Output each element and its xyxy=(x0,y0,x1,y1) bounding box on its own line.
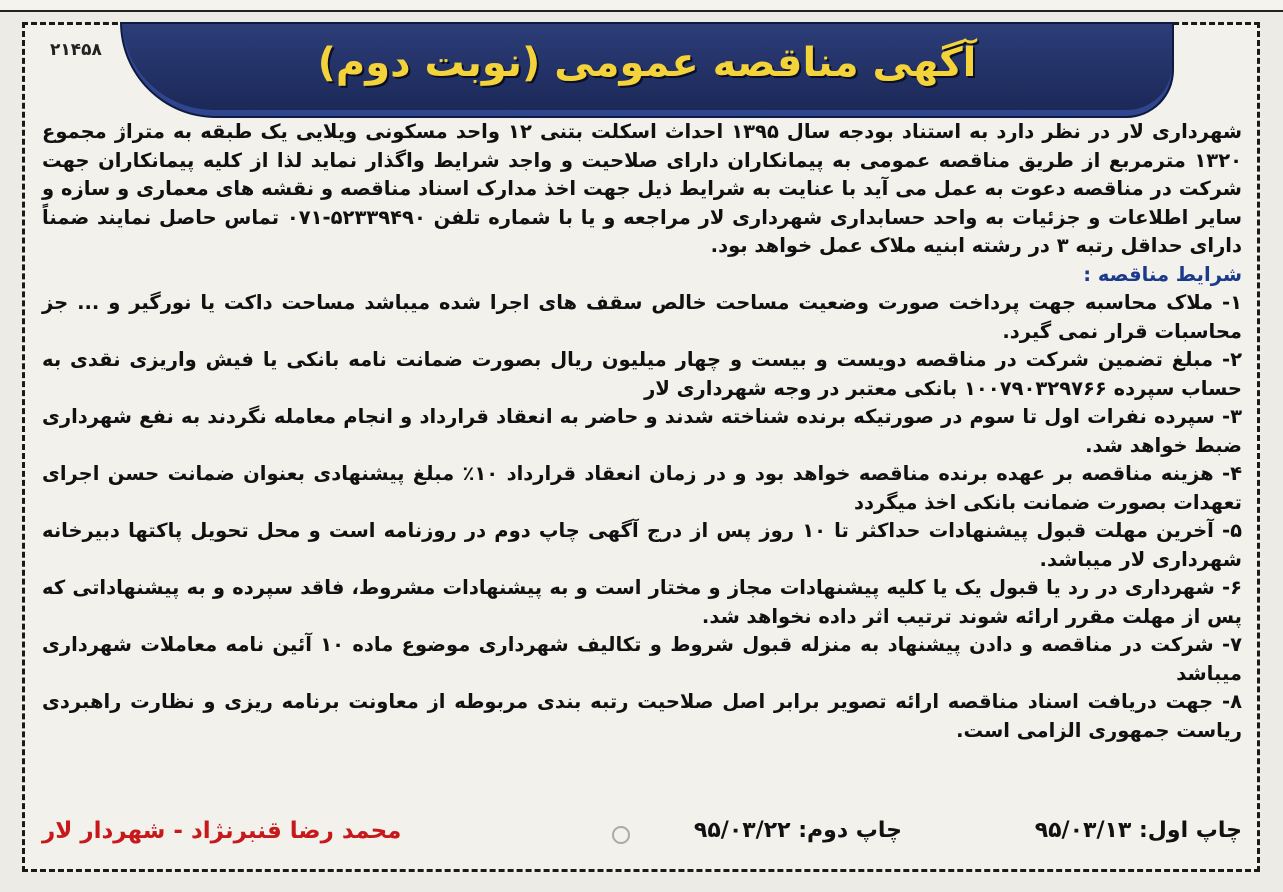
ad-footer xyxy=(42,816,1242,856)
signature: محمد رضا قنبرنژاد - شهردار لار xyxy=(42,818,402,844)
condition-item: ۷- شرکت در مناقصه و دادن پیشنهاد به منزله قبول شروط و تکالیف شهرداری موضوع ماده ۱۰ آئین نامه معاملات شهرداری میباشد xyxy=(42,633,1242,685)
first-print-date: چاپ اول: ۹۵/۰۳/۱۳ xyxy=(1034,818,1242,843)
condition-item: ۲- مبلغ تضمین شرکت در مناقصه دویست و بیست و چهار میلیون ریال بصورت ضمانت نامه بانکی یا فیش واریزی نقدی به حساب سپرده ۱۰۰۷۹۰۳۲۹۷۶۶ بانکی معتبر در وجه شهرداری لار xyxy=(42,348,1242,400)
condition-item: ۳- سپرده نفرات اول تا سوم در صورتیکه برنده شناخته شدند و حاضر به انعقاد قرارداد و انجام معامله نگردند به نفع شهرداری ضبط خواهد شد. xyxy=(42,405,1242,457)
stamp-mark-icon xyxy=(612,826,630,844)
condition-item: ۴- هزینه مناقصه بر عهده برنده مناقصه خواهد بود و در زمان انعقاد قرارداد ۱۰٪ مبلغ پیشنهادی بعنوان ضمانت حسن اجرای تعهدات بصورت ضمانت بانکی اخذ میگردد xyxy=(42,462,1242,514)
condition-item: ۵- آخرین مهلت قبول پیشنهادات حداکثر تا ۱۰ روز پس از درج آگهی چاپ دوم در روزنامه است و محل تحویل پاکتها دبیرخانه شهرداری لار میباشد. xyxy=(42,519,1243,571)
conditions-heading: شرایط مناقصه : xyxy=(1083,262,1242,286)
ad-title: آگهی مناقصه عمومی (نوبت دوم) xyxy=(317,40,977,86)
second-print-date: چاپ دوم: ۹۵/۰۳/۲۲ xyxy=(693,818,902,843)
condition-item: ۶- شهرداری در رد یا قبول یک یا کلیه پیشنهادات مجاز و مختار است و به پیشنهادات مشروط، فاقد سپرده و به پیشنهاداتی که پس از مهلت مقرر ارائه شوند ترتیب اثر داده نخواهد شد. xyxy=(42,576,1242,628)
condition-item: ۱- ملاک محاسبه جهت پرداخت صورت وضعیت مساحت خالص سقف های اجرا شده میباشد مساحت داکت یا نورگیر و ... جز محاسبات قرار نمی گیرد. xyxy=(42,291,1242,343)
title-banner xyxy=(120,22,1174,118)
top-border-strip xyxy=(0,0,1283,12)
ad-body xyxy=(42,118,1242,745)
condition-item: ۸- جهت دریافت اسناد مناقصه ارائه تصویر برابر اصل صلاحیت رتبه بندی مربوطه از معاونت برنامه ریزی و نظارت راهبردی ریاست جمهوری الزامی است. xyxy=(42,690,1242,742)
intro-paragraph: شهرداری لار در نظر دارد به استناد بودجه سال ۱۳۹۵ احداث اسکلت بتنی ۱۲ واحد مسکونی ویلایی یک طبقه به متراژ مجموع ۱۳۲۰ مترمربع از طریق مناقصه عمومی به پیمانکاران دارای صلاحیت و واجد شرایط واگذار نماید لذا از کلیه پیمانکاران جهت شرکت در مناقصه دعوت به عمل می آید با عنایت به شرایط ذیل جهت اخذ مدارک اسناد مناقصه و نقشه های معماری و سازه و سایر اطلاعات و جزئیات به واحد حسابداری شهرداری لار مراجعه و یا با شماره تلفن ۵۲۳۳۹۴۹۰-۰۷۱ تماس حاصل نمایند ضمناً دارای حداقل رتبه ۳ در رشته ابنیه ملاک عمل خواهد بود. xyxy=(42,120,1242,257)
ad-number: ۲۱۴۵۸ xyxy=(50,40,102,60)
